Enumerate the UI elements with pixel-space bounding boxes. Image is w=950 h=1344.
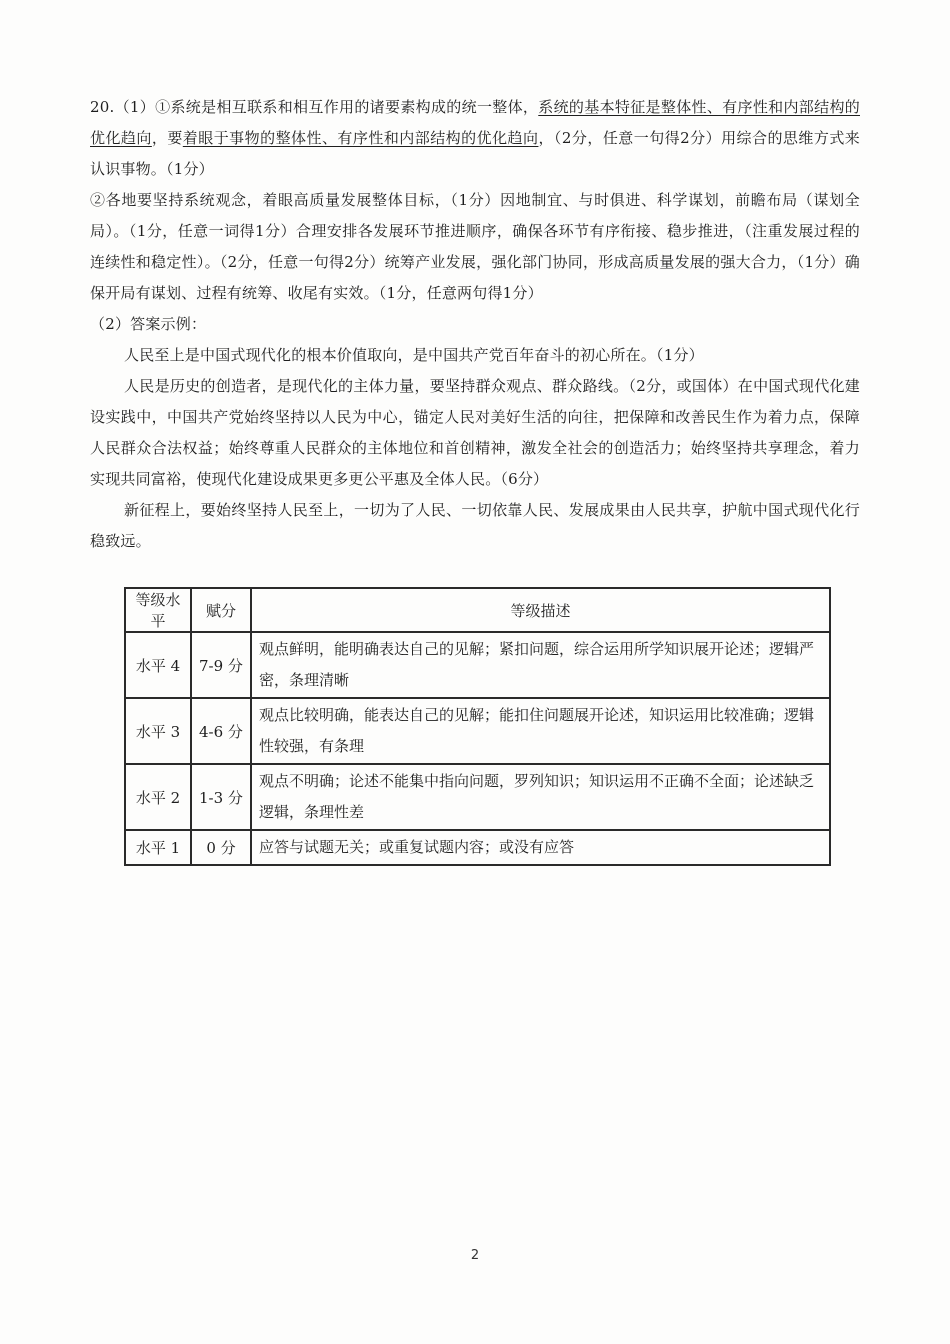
- score-cell: 7-9 分: [191, 632, 251, 698]
- description-cell: 观点比较明确，能表达自己的见解；能扣住问题展开论述，知识运用比较准确；逻辑性较强，有条理: [251, 698, 830, 764]
- header-score: 赋分: [191, 588, 251, 632]
- question-number: 20.（1）①: [90, 98, 171, 116]
- answer-paragraph-2: ②各地要坚持系统观念，着眼高质量发展整体目标，（1分）因地制宜、与时俱进、科学谋划，前瞻布局（谋划全局）。（1分，任意一词得1分）合理安排各发展环节推进顺序，确保各环节有序衔接、稳步推进，（注重发展过程的连续性和稳定性）。（2分，任意一句得2分）统筹产业发展，强化部门协同，形成高质量发展的强大合力，（1分）确保开局有谋划、过程有统筹、收尾有实效。（1分，任意两句得1分）: [90, 191, 860, 302]
- table-row: [125, 698, 830, 764]
- table-row: [125, 632, 830, 698]
- table-row: [125, 830, 830, 865]
- answer-paragraph-5: 新征程上，要始终坚持人民至上，一切为了人民、一切依靠人民、发展成果由人民共享，护航中国式现代化行稳致远。: [90, 501, 860, 550]
- level-cell: 水平 2: [125, 764, 191, 830]
- underlined-key-phrase: 着眼于事物的整体性、有序性和内部结构的优化趋向: [182, 129, 539, 147]
- table-row: [125, 764, 830, 830]
- score-cell: 0 分: [191, 830, 251, 865]
- level-cell: 水平 1: [125, 830, 191, 865]
- description-cell: 应答与试题无关；或重复试题内容；或没有应答: [251, 830, 830, 865]
- grading-rubric-table: [124, 587, 831, 866]
- level-cell: 水平 4: [125, 632, 191, 698]
- underlined-key-phrase: 系统的基本特征是整体性、有序性和内部结构的优化趋向: [90, 98, 860, 147]
- score-cell: 1-3 分: [191, 764, 251, 830]
- answer-paragraph-3: 人民至上是中国式现代化的根本价值取向，是中国共产党百年奋斗的初心所在。（1分）: [124, 346, 704, 364]
- answer-paragraph-4: 人民是历史的创造者，是现代化的主体力量，要坚持群众观点、群众路线。（2分，或国体）在中国式现代化建设实践中，中国共产党始终坚持以人民为中心，锚定人民对美好生活的向往，把保障和改善民生作为着力点，保障人民群众合法权益；始终尊重人民群众的主体地位和首创精神，激发全社会的创造活力；始终坚持共享理念，着力实现共同富裕，使现代化建设成果更多更公平惠及全体人民。（6分）: [90, 377, 860, 488]
- header-description: 等级描述: [251, 588, 830, 632]
- table-header-row: [125, 588, 830, 632]
- answer-text-block: [90, 92, 860, 557]
- header-level: 等级水平: [125, 588, 191, 632]
- page-number: 2: [470, 1248, 480, 1263]
- description-cell: 观点鲜明，能明确表达自己的见解；紧扣问题，综合运用所学知识展开论述；逻辑严密，条理清晰: [251, 632, 830, 698]
- description-cell: 观点不明确；论述不能集中指向问题，罗列知识；知识运用不正确不全面；论述缺乏逻辑，条理性差: [251, 764, 830, 830]
- score-cell: 4-6 分: [191, 698, 251, 764]
- part-2-heading: （2）答案示例：: [90, 315, 207, 333]
- answer-paragraph-1: 20.（1）①系统是相互联系和相互作用的诸要素构成的统一整体，系统的基本特征是整体性、有序性和内部结构的优化趋向，要着眼于事物的整体性、有序性和内部结构的优化趋向，（2分，任意一句得2分）用综合的思维方式来认识事物。（1分）: [90, 98, 860, 178]
- level-cell: 水平 3: [125, 698, 191, 764]
